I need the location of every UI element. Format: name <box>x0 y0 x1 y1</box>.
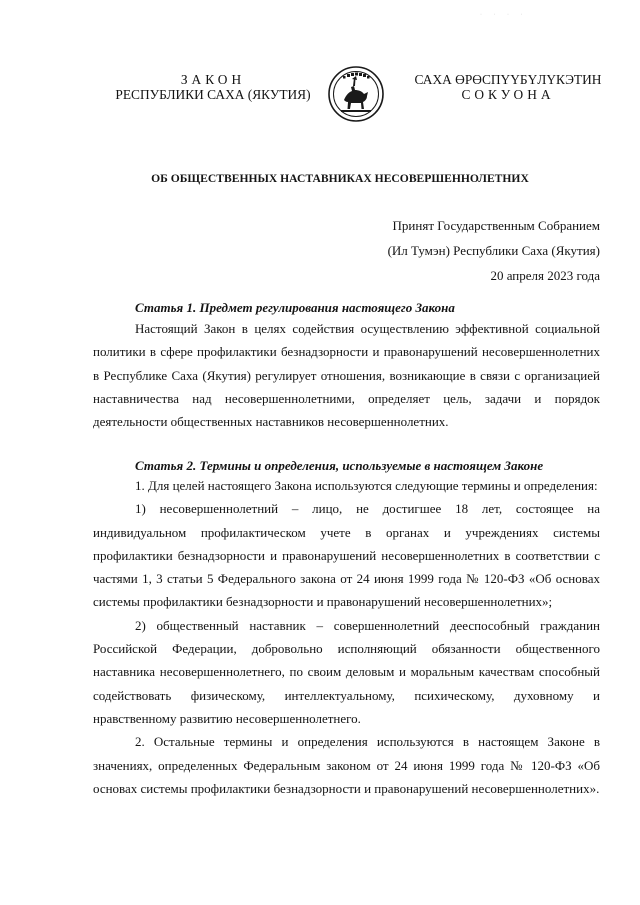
article-2-paragraph-2: 1) несовершеннолетний – лицо, не достигшее 18 лет, состоящее на индивидуальном профилактическом учете в органах и учреждениях системы профилактики безнадзорности и правонарушений несовершеннолетних в соответствии с частями 1, 3 статьи 5 Федерального закона от 24 июня 1999 года № 120-ФЗ «Об основах системы профилактики безнадзорности и правонарушений несовершеннолетних»; <box>93 501 600 610</box>
adoption-date: 20 апреля 2023 года <box>490 268 600 283</box>
article-2-heading: Статья 2. Термины и определения, используемые в настоящем Законе <box>135 458 544 473</box>
header-right <box>408 72 608 102</box>
header-right-title: САХА ӨРӨСПҮҮБҮЛҮКЭТИН <box>414 72 602 87</box>
adoption-info <box>300 213 600 288</box>
sakha-coat-of-arms-icon <box>327 65 385 123</box>
header-left <box>108 72 318 102</box>
header-right-subtitle: СОКУОНА <box>461 87 555 102</box>
adoption-line-2: (Ил Тумэн) Республики Саха (Якутия) <box>387 243 600 258</box>
article-1-body <box>93 317 600 433</box>
law-title: ОБ ОБЩЕСТВЕННЫХ НАСТАВНИКАХ НЕСОВЕРШЕННОЛЕТНИХ <box>151 172 529 185</box>
article-1-paragraph: Настоящий Закон в целях содействия осуществлению эффективной социальной политики в сфере профилактики безнадзорности и правонарушений несовершеннолетних в Республике Саха (Якутия) регулирует отношения, возникающие в связи с организацией наставничества над несовершеннолетними, определяет цель, задачи и порядок деятельности общественных наставников несовершеннолетних. <box>93 321 600 430</box>
article-1-heading: Статья 1. Предмет регулирования настоящего Закона <box>135 300 455 315</box>
article-2-paragraph-3: 2) общественный наставник – совершеннолетний дееспособный гражданин Российской Федерации, добровольно исполняющий обязанности общественного наставника несовершеннолетнего, по своим деловым и моральным качествам способный содействовать физическому, интеллектуальному, психическому, духовному и нравственному развитию несовершеннолетнего. <box>93 617 600 726</box>
article-2-paragraph-4: 2. Остальные термины и определения используются в настоящем Законе в значениях, определенных Федеральным законом от 24 июня 1999 года № 120-ФЗ «Об основах системы профилактики безнадзорности и правонарушений несовершеннолетних». <box>93 734 600 796</box>
article-2-paragraph-1: 1. Для целей настоящего Закона используются следующие термины и определения: <box>135 478 598 493</box>
article-2-body <box>93 474 600 800</box>
adoption-line-1: Принят Государственным Собранием <box>392 218 600 233</box>
header-left-subtitle: РЕСПУБЛИКИ САХА (ЯКУТИЯ) <box>115 87 311 102</box>
header-left-title: ЗАКОН <box>180 72 246 87</box>
scan-artifact: · · · · <box>480 12 528 18</box>
